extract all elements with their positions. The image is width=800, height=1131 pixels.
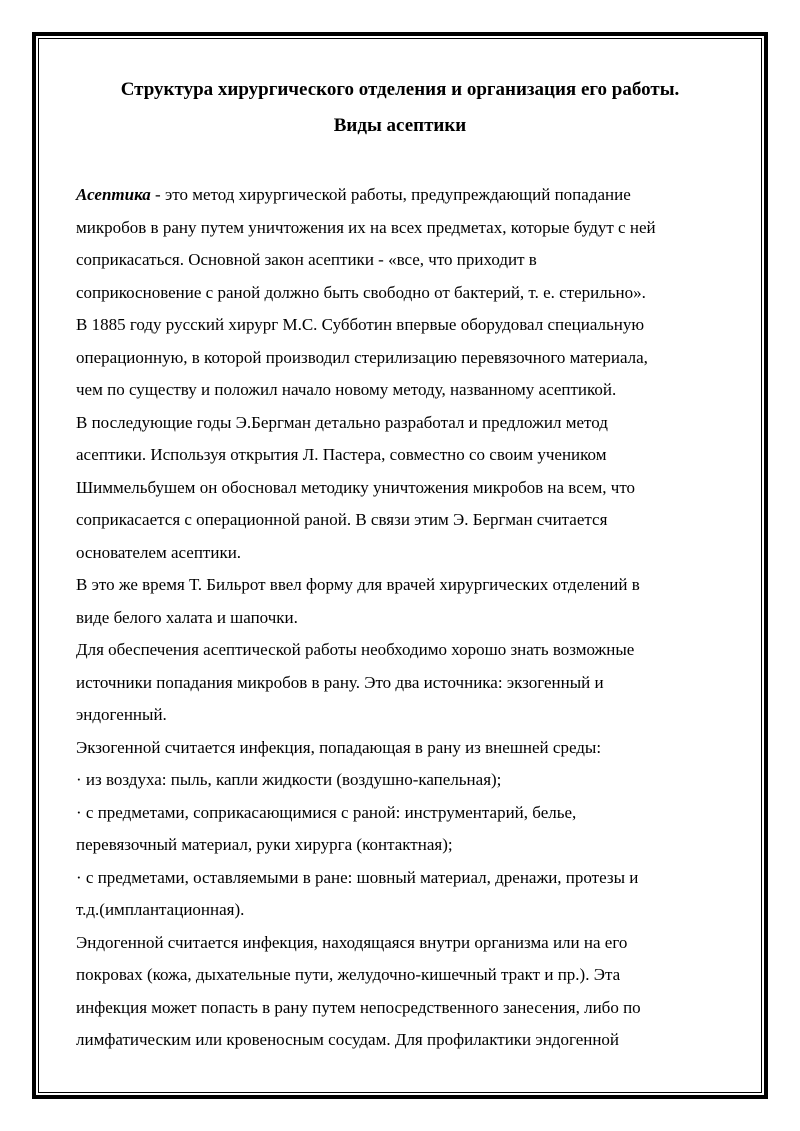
paragraph-line: асептики. Используя открытия Л. Пастера, совместно со своим учеником bbox=[76, 445, 607, 464]
document-title bbox=[40, 72, 760, 144]
paragraph-line: виде белого халата и шапочки. bbox=[76, 607, 298, 627]
list-item-line: · с предметами, соприкасающимися с раной: инструментарий, белье, bbox=[76, 802, 577, 822]
list-item-line: перевязочный материал, руки хирурга (контактная); bbox=[76, 835, 453, 854]
paragraph-line bbox=[76, 179, 756, 212]
paragraph-line-text: - это метод хирургической работы, предупреждающий попадание bbox=[150, 185, 631, 204]
title-line-2: Виды асептики bbox=[333, 115, 467, 136]
paragraph-line: Экзогенной считается инфекция, попадающая в рану из внешней среды: bbox=[76, 737, 602, 757]
paragraph-line: микробов в рану путем уничтожения их на всех предметах, которые будут с ней bbox=[76, 217, 656, 237]
paragraph-line: покровах (кожа, дыхательные пути, желудочно-кишечный тракт и пр.). Эта bbox=[76, 965, 621, 984]
list-item-line: · с предметами, оставляемыми в ране: шовный материал, дренажи, протезы и bbox=[76, 867, 639, 887]
paragraph-line: В последующие годы Э.Бергман детально разработал и предложил метод bbox=[76, 412, 608, 432]
paragraph-line: Для обеспечения асептической работы необходимо хорошо знать возможные bbox=[76, 640, 635, 659]
paragraph-line: лимфатическим или кровеносным сосудам. Для профилактики эндогенной bbox=[76, 1030, 620, 1049]
paragraph-line: Шиммельбушем он обосновал методику уничтожения микробов на всем, что bbox=[76, 477, 636, 497]
paragraph-line: соприкасается с операционной раной. В связи этим Э. Бергман считается bbox=[76, 510, 608, 529]
paragraph-line: В это же время Т. Бильрот ввел форму для врачей хирургических отделений в bbox=[76, 575, 640, 594]
paragraph-line: операционную, в которой производил стерилизацию перевязочного материала, bbox=[76, 347, 648, 367]
paragraph-line: эндогенный. bbox=[76, 705, 167, 724]
paragraph-line: В 1885 году русский хирург М.С. Субботин впервые оборудовал специальную bbox=[76, 315, 645, 334]
paragraph-line: Эндогенной считается инфекция, находящаяся внутри организма или на его bbox=[76, 932, 628, 952]
paragraph-line: чем по существу и положил начало новому методу, названному асептикой. bbox=[76, 380, 617, 399]
paragraph-line: источники попадания микробов в рану. Это два источника: экзогенный и bbox=[76, 672, 604, 692]
paragraph-line: соприкасаться. Основной закон асептики - «все, что приходит в bbox=[76, 250, 537, 269]
paragraph-line: соприкосновение с раной должно быть свободно от бактерий, т. е. стерильно». bbox=[76, 282, 646, 302]
list-item-line: · из воздуха: пыль, капли жидкости (воздушно-капельная); bbox=[76, 770, 502, 789]
paragraph-line: основателем асептики. bbox=[76, 542, 242, 562]
title-line-1: Структура хирургического отделения и организация его работы. bbox=[120, 79, 680, 100]
defined-term: Асептика bbox=[76, 185, 151, 204]
paragraph-line: инфекция может попасть в рану путем непосредственного занесения, либо по bbox=[76, 997, 641, 1017]
body-text bbox=[76, 179, 756, 1057]
list-item-line: т.д.(имплантационная). bbox=[76, 900, 245, 919]
